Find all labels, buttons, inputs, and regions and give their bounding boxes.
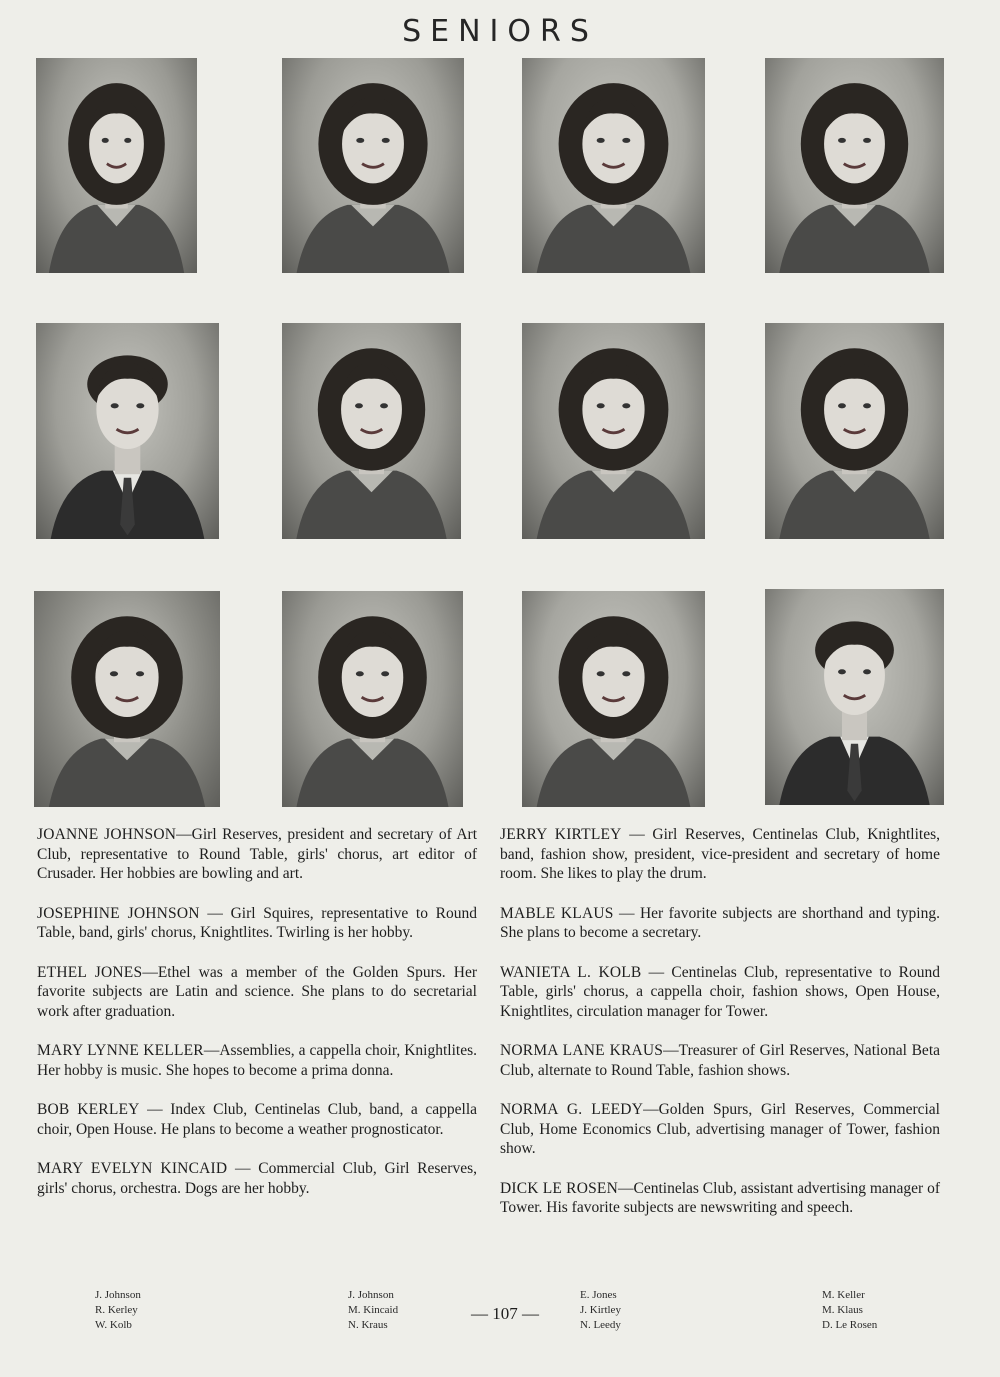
portrait-n-kraus bbox=[282, 591, 463, 807]
bio-name: BOB KERLEY bbox=[37, 1101, 140, 1118]
portrait-m-klaus bbox=[765, 323, 944, 539]
page-title: SENIORS bbox=[402, 14, 598, 49]
portrait-j-johnson-2 bbox=[282, 58, 464, 273]
bio-entry bbox=[37, 825, 477, 884]
bio-separator: — bbox=[621, 826, 653, 843]
portrait-eye bbox=[838, 138, 846, 143]
caption-name: E. Jones bbox=[580, 1289, 617, 1301]
portrait-silhouette bbox=[522, 58, 705, 273]
page-number: — 107 — bbox=[471, 1304, 539, 1323]
portrait-eye bbox=[863, 403, 871, 408]
bio-separator: — bbox=[142, 963, 158, 981]
bio-entry bbox=[500, 963, 940, 1022]
portrait-silhouette bbox=[522, 591, 705, 807]
portrait-d-le-rosen bbox=[765, 589, 944, 805]
portrait-silhouette bbox=[765, 58, 944, 273]
bio-text: Golden Spurs, Girl Reserves, Commercial Club, Home Economics Club, advertising manager of Tower, fashion show. bbox=[500, 1101, 940, 1157]
bio-name: MARY EVELYN KINCAID bbox=[37, 1160, 228, 1177]
bio-text: Treasurer of Girl Reserves, National Beta Club, alternate to Round Table, fashion shows. bbox=[500, 1042, 940, 1079]
portrait-eye bbox=[136, 671, 144, 676]
portrait-eye bbox=[111, 403, 119, 408]
bio-text: Girl Reserves, Centinelas Club, Knightlites, band, fashion show, president, vice-president and secretary of home room. She likes to play the drum. bbox=[500, 826, 940, 882]
caption-name: D. Le Rosen bbox=[822, 1319, 878, 1331]
portrait-silhouette bbox=[765, 323, 944, 539]
bio-entry bbox=[500, 904, 940, 943]
portrait-eye bbox=[597, 671, 605, 676]
bio-name: JERRY KIRTLEY bbox=[500, 826, 622, 843]
bio-text: Centinelas Club, assistant advertising manager of Tower. His favorite subjects are newswriting and speech. bbox=[500, 1179, 940, 1216]
portrait-m-keller bbox=[765, 58, 944, 273]
bio-text: Commercial Club, Girl Reserves, girls' chorus, orchestra. Dogs are her hobby. bbox=[37, 1160, 478, 1197]
caption-name: R. Kerley bbox=[95, 1304, 138, 1316]
portrait-eye bbox=[863, 138, 871, 143]
portrait-eye bbox=[110, 671, 118, 676]
bio-text: Ethel was a member of the Golden Spurs. Her favorite subjects are Latin and science. She plans to do secretarial work after graduation. bbox=[37, 963, 477, 1020]
bio-entry bbox=[500, 1041, 940, 1080]
bio-name: JOSEPHINE JOHNSON bbox=[37, 904, 200, 922]
portrait-eye bbox=[622, 403, 630, 408]
caption-name: M. Kincaid bbox=[348, 1304, 399, 1316]
portrait-eye bbox=[838, 669, 846, 674]
portrait-eye bbox=[356, 138, 364, 143]
bio-text: Assemblies, a cappella choir, Knightlites. Her hobby is music. She hopes to become a prima donna. bbox=[37, 1042, 477, 1079]
bio-separator: — bbox=[613, 904, 640, 922]
bio-entry bbox=[37, 904, 477, 943]
bio-name: DICK LE ROSEN bbox=[500, 1179, 618, 1197]
bio-entry bbox=[500, 825, 940, 884]
bio-entry bbox=[37, 1041, 477, 1080]
portrait-n-leedy bbox=[522, 591, 705, 807]
portrait-silhouette bbox=[34, 591, 220, 807]
bio-text: Index Club, Centinelas Club, band, a cappella choir, Open House. He plans to become a weather prognosticator. bbox=[37, 1101, 478, 1138]
portrait-eye bbox=[382, 138, 390, 143]
portrait-eye bbox=[597, 138, 605, 143]
bio-name: NORMA G. LEEDY bbox=[500, 1101, 644, 1118]
portrait-m-kincaid bbox=[282, 323, 461, 539]
caption-name: J. Kirtley bbox=[580, 1304, 621, 1316]
portrait-silhouette bbox=[36, 58, 197, 273]
bio-name: MABLE KLAUS bbox=[500, 904, 614, 922]
portrait-silhouette bbox=[522, 323, 705, 539]
bio-separator: — bbox=[203, 1042, 220, 1059]
caption-name: J. Johnson bbox=[348, 1289, 394, 1301]
portrait-j-johnson-1 bbox=[36, 58, 197, 273]
bio-name: MARY LYNNE KELLER bbox=[37, 1042, 204, 1059]
portrait-r-kerley bbox=[36, 323, 219, 539]
portrait-eye bbox=[622, 671, 630, 676]
bio-text: Her favorite subjects are shorthand and typing. She plans to become a secretary. bbox=[500, 904, 940, 941]
portrait-eye bbox=[838, 403, 846, 408]
portrait-eye bbox=[622, 138, 630, 143]
caption-name: N. Leedy bbox=[580, 1319, 621, 1331]
bio-text: Centinelas Club, representative to Round Table, girls' chorus, a cappella choir, fashion shows, Open House, Knightlites, circulation manager for Tower. bbox=[500, 963, 941, 1020]
caption-name: W. Kolb bbox=[95, 1319, 132, 1331]
bio-separator: — bbox=[643, 1101, 659, 1118]
bio-entry bbox=[500, 1100, 940, 1159]
bio-separator: — bbox=[618, 1179, 634, 1197]
portrait-e-jones bbox=[522, 58, 705, 273]
photo-key-column-3 bbox=[580, 1288, 621, 1333]
bio-name: JOANNE JOHNSON bbox=[37, 826, 177, 843]
portrait-w-kolb bbox=[34, 591, 220, 807]
portrait-eye bbox=[136, 403, 144, 408]
photo-key-column-4 bbox=[822, 1288, 877, 1333]
portrait-j-kirtley bbox=[522, 323, 705, 539]
caption-name: J. Johnson bbox=[95, 1289, 141, 1301]
caption-name: N. Kraus bbox=[348, 1319, 388, 1331]
portrait-eye bbox=[381, 671, 389, 676]
photo-key-column-2 bbox=[348, 1288, 398, 1333]
bio-separator: — bbox=[199, 904, 231, 922]
caption-name: M. Klaus bbox=[822, 1304, 863, 1316]
portrait-eye bbox=[380, 403, 388, 408]
portrait-eye bbox=[355, 403, 363, 408]
bio-entry bbox=[37, 963, 477, 1022]
portrait-silhouette bbox=[282, 58, 464, 273]
bio-column-right bbox=[500, 825, 940, 1238]
bio-entry bbox=[37, 1159, 477, 1198]
bio-column-left bbox=[37, 825, 477, 1218]
portrait-silhouette bbox=[36, 323, 219, 539]
bio-separator: — bbox=[663, 1042, 679, 1059]
bio-text: Girl Reserves, president and secretary of Art Club, representative to Round Table, girls' chorus, art editor of Crusader. Her hobbies are bowling and art. bbox=[37, 826, 478, 882]
portrait-eye bbox=[124, 138, 131, 143]
bio-text: Girl Squires, representative to Round Table, band, girls' chorus, Knightlites. Twirling is her hobby. bbox=[37, 904, 477, 941]
photo-key-column-1 bbox=[95, 1288, 141, 1333]
caption-name: M. Keller bbox=[822, 1289, 865, 1301]
portrait-eye bbox=[597, 403, 605, 408]
portrait-silhouette bbox=[282, 323, 461, 539]
bio-separator: — bbox=[227, 1160, 259, 1177]
portrait-eye bbox=[102, 138, 109, 143]
bio-entry bbox=[37, 1100, 477, 1139]
bio-separator: — bbox=[176, 826, 192, 843]
bio-separator: — bbox=[641, 963, 672, 981]
portrait-eye bbox=[356, 671, 364, 676]
bio-name: NORMA LANE KRAUS bbox=[500, 1042, 664, 1059]
bio-entry bbox=[500, 1179, 940, 1218]
bio-name: WANIETA L. KOLB bbox=[500, 963, 642, 981]
bio-name: ETHEL JONES bbox=[37, 963, 143, 981]
portrait-eye bbox=[863, 669, 871, 674]
bio-separator: — bbox=[139, 1101, 171, 1118]
portrait-silhouette bbox=[765, 589, 944, 805]
portrait-silhouette bbox=[282, 591, 463, 807]
